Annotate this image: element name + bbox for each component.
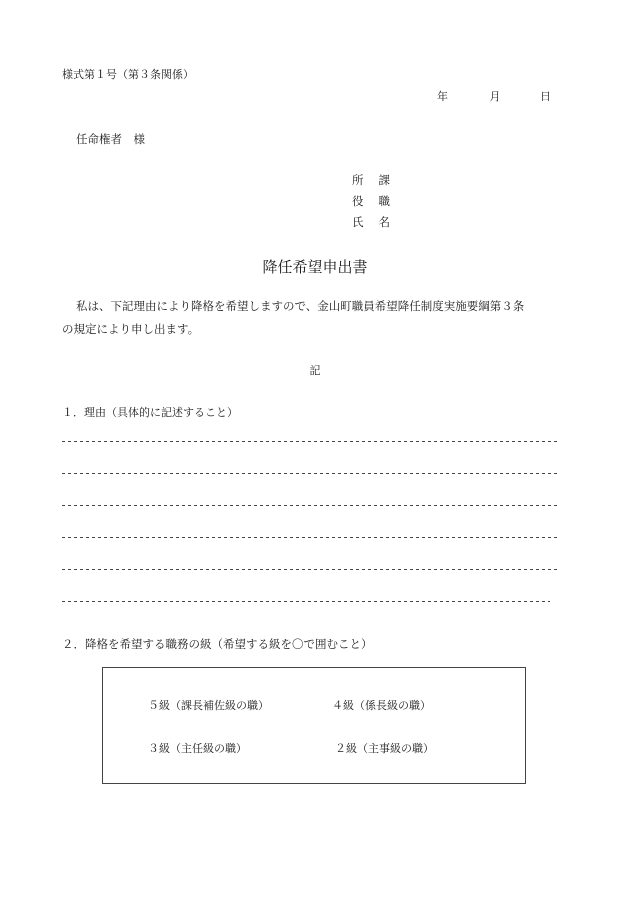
document-title: 降任希望申出書 [262,258,368,276]
section1-heading: １．理由（具体的に記述すること） [62,406,238,419]
date-day: 日 [540,90,551,103]
grade-options-box [102,667,526,784]
grade-4-option[interactable]: ４級（係長級の職） [332,699,431,712]
reason-line-4[interactable] [62,537,558,538]
reason-line-3[interactable] [62,505,558,506]
name-label-2: 名 [378,215,390,229]
position-row [352,193,412,214]
form-number: 様式第１号（第３条関係） [62,68,194,81]
position-label-1: 役 [352,194,364,208]
body-line-1: 私は、下記理由により降格を希望しますので、金山町職員希望降任制度実施要綱第３条 [76,299,525,313]
date-year: 年 [437,90,448,103]
name-row [352,214,412,235]
reason-line-6[interactable] [62,601,550,602]
dept-label-1: 所 [352,173,364,187]
applicant-info [352,172,412,235]
reason-line-2[interactable] [62,473,558,474]
grade-5-option[interactable]: ５級（課長補佐級の職） [148,699,269,712]
position-label-2: 職 [378,194,390,208]
section2-heading: ２．降格を希望する職務の級（希望する級を〇で囲むこと） [62,637,373,651]
reason-line-5[interactable] [62,569,558,570]
addressee: 任命権者 様 [76,132,145,146]
reason-line-1[interactable] [62,441,558,442]
date-month: 月 [489,90,501,103]
grade-3-option[interactable]: ３級（主任級の職） [148,742,247,755]
grade-2-option[interactable]: ２級（主事級の職） [335,742,434,755]
date-line [437,88,551,104]
dept-row [352,172,412,193]
ki-marker: 記 [309,364,321,377]
body-line-2: の規定により申し出ます。 [62,322,200,336]
name-label-1: 氏 [352,215,364,229]
dept-label-2: 課 [378,173,390,187]
